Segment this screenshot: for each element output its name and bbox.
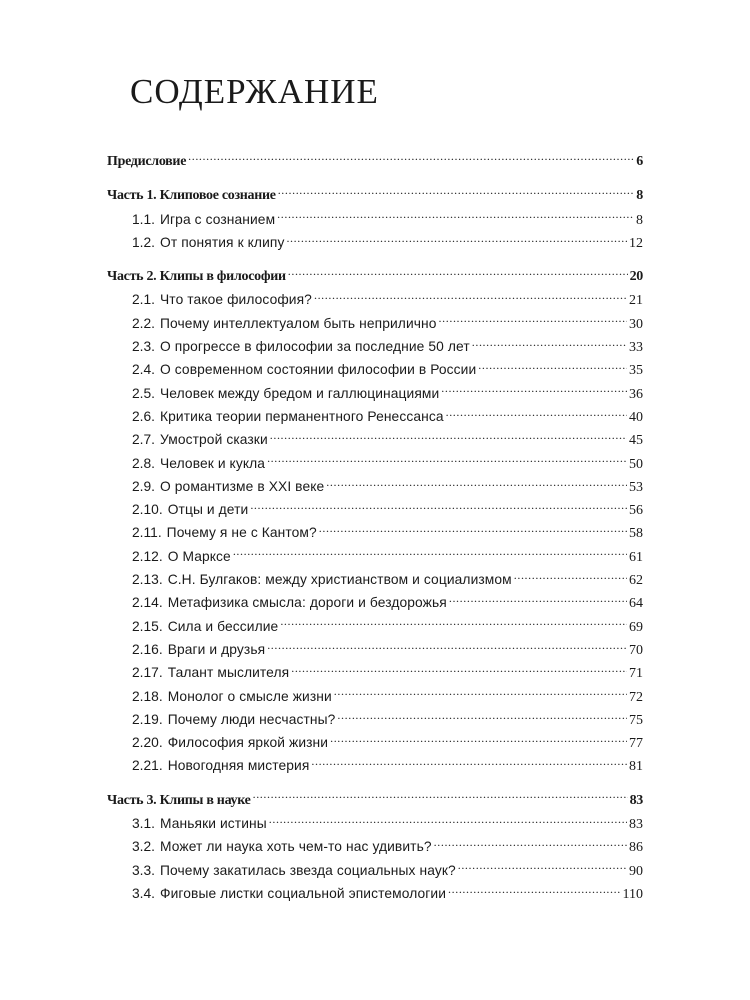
toc-entry[interactable]	[107, 475, 643, 498]
toc-page-number: 69	[629, 619, 643, 635]
dot-leader	[311, 756, 627, 771]
dot-leader	[314, 290, 627, 305]
toc-page-number: 62	[629, 573, 643, 589]
toc-part-2[interactable]	[107, 265, 643, 288]
toc-page-number: 33	[629, 340, 643, 356]
dot-leader	[330, 733, 627, 748]
toc-entry[interactable]	[107, 545, 643, 568]
toc-page-number: 36	[629, 386, 643, 402]
toc-page-number: 71	[629, 666, 643, 682]
dot-leader	[472, 337, 627, 352]
toc-entry-number: 2.11.	[132, 525, 162, 541]
toc-entry[interactable]	[107, 754, 643, 777]
toc-entry-number: 3.1.	[132, 816, 156, 832]
dot-leader	[277, 209, 634, 224]
page-title: СОДЕРЖАНИЕ	[130, 72, 379, 111]
toc-entry-label: Умострой сказки	[160, 432, 268, 448]
toc-entry-number: 2.1.	[132, 292, 156, 308]
toc-page-number: 90	[629, 863, 643, 879]
toc-page-number: 53	[629, 479, 643, 495]
toc-entry-label: Человек между бредом и галлюцинациями	[160, 385, 440, 401]
dot-leader	[434, 837, 627, 852]
toc-page-number: 64	[629, 596, 643, 612]
toc-entry-label: Монолог о смысле жизни	[167, 688, 332, 704]
toc-entry-label: Критика теории перманентного Ренессанса	[160, 408, 444, 424]
toc-entry-label: Что такое философия?	[160, 292, 312, 308]
toc-entry[interactable]	[107, 708, 643, 731]
dot-leader	[458, 860, 627, 875]
toc-page-number: 56	[629, 503, 643, 519]
toc-entry-label: Почему интеллектуалом быть неприлично	[160, 315, 437, 331]
toc-entry-number: 2.19.	[132, 711, 163, 727]
dot-leader	[278, 186, 635, 199]
toc-entry-number: 2.13.	[132, 572, 163, 588]
toc-part-label: Часть 1. Клиповое сознание	[107, 188, 276, 204]
toc-part-3[interactable]	[107, 789, 643, 812]
toc-page-number: 81	[629, 759, 643, 775]
toc-page-number: 20	[629, 269, 643, 285]
toc-entry-number: 3.4.	[132, 885, 156, 901]
toc-entry-number: 2.5.	[132, 385, 156, 401]
toc-entry[interactable]	[107, 498, 643, 521]
toc-page-number: 75	[629, 712, 643, 728]
toc-entry-number: 3.2.	[132, 839, 156, 855]
toc-entry-label: Почему я не с Кантом?	[166, 525, 317, 541]
toc-entry-number: 3.3.	[132, 862, 156, 878]
toc-entry-number: 2.18.	[132, 688, 163, 704]
toc-page-number: 40	[629, 409, 643, 425]
toc-entry[interactable]	[107, 882, 643, 905]
dot-leader	[253, 791, 628, 804]
dot-leader	[233, 546, 627, 561]
toc-part-label: Часть 2. Клипы в философии	[107, 269, 286, 285]
toc-entry-number: 2.7.	[132, 432, 156, 448]
toc-entry[interactable]	[107, 405, 643, 428]
toc-page-number: 12	[629, 235, 643, 251]
toc-page-number: 50	[629, 456, 643, 472]
dot-leader	[280, 616, 627, 631]
dot-leader	[337, 709, 627, 724]
dot-leader	[269, 814, 627, 829]
toc-entry-number: 2.17.	[132, 665, 163, 681]
toc-entry[interactable]	[107, 638, 643, 661]
toc-entry-number: 2.20.	[132, 735, 163, 751]
toc-entry-number: 2.10.	[132, 502, 163, 518]
toc-entry-label: Талант мыслителя	[167, 665, 290, 681]
dot-leader	[288, 267, 628, 280]
toc-entry[interactable]	[107, 312, 643, 335]
toc-entry-label: Философия яркой жизни	[167, 735, 329, 751]
toc-entry-number: 2.8.	[132, 455, 156, 471]
dot-leader	[270, 430, 627, 445]
toc-page-number: 70	[629, 642, 643, 658]
dot-leader	[448, 883, 620, 898]
table-of-contents	[107, 150, 643, 905]
part-3-items	[107, 812, 643, 905]
dot-leader	[291, 663, 627, 678]
toc-entry-number: 2.14.	[132, 595, 163, 611]
toc-entry-label: Новогодняя мистерия	[167, 758, 310, 774]
toc-entry-label: Отцы и дети	[167, 502, 249, 518]
toc-entry-label: О современном состоянии философии в России	[160, 362, 477, 378]
toc-entry-number: 2.15.	[132, 618, 163, 634]
toc-entry[interactable]	[107, 231, 643, 254]
toc-entry-label: Игра с сознанием	[160, 211, 276, 227]
part-1-items	[107, 208, 643, 255]
toc-entry-number: 2.3.	[132, 339, 156, 355]
toc-page-number: 6	[636, 154, 643, 169]
toc-page-number: 72	[629, 689, 643, 705]
toc-entry[interactable]	[107, 428, 643, 451]
toc-entry[interactable]	[107, 452, 643, 475]
toc-entry-number: 2.16.	[132, 641, 163, 657]
toc-entry[interactable]	[107, 731, 643, 754]
toc-entry-label: Маньяки истины	[160, 816, 267, 832]
dot-leader	[319, 523, 627, 538]
toc-page-number: 77	[629, 736, 643, 752]
toc-entry[interactable]	[107, 591, 643, 614]
toc-page-number: 86	[629, 840, 643, 856]
toc-entry[interactable]	[107, 568, 643, 591]
toc-entry-label: Предисловие	[107, 154, 187, 169]
toc-entry-label: О Марксе	[167, 548, 231, 564]
toc-entry-label: Может ли наука хоть чем-то нас удивить?	[160, 839, 432, 855]
toc-entry-label: От понятия к клипу	[160, 234, 285, 250]
dot-leader	[326, 476, 627, 491]
dot-leader	[446, 406, 627, 421]
dot-leader	[267, 453, 627, 468]
toc-entry[interactable]	[107, 208, 643, 231]
toc-entry-label: Фиговые листки социальной эпистемологии	[160, 885, 447, 901]
toc-page-number: 45	[629, 433, 643, 449]
toc-entry[interactable]	[107, 859, 643, 882]
toc-entry-number: 2.4.	[132, 362, 156, 378]
dot-leader	[439, 313, 627, 328]
toc-entry-label: Человек и кукла	[160, 455, 266, 471]
toc-entry[interactable]	[107, 335, 643, 358]
dot-leader	[449, 593, 627, 608]
toc-page-number: 58	[629, 526, 643, 542]
toc-page-number: 83	[629, 792, 643, 808]
toc-entry-number: 2.12.	[132, 548, 163, 564]
toc-entry[interactable]	[107, 685, 643, 708]
dot-leader	[267, 639, 627, 654]
toc-entry-label: Метафизика смысла: дороги и бездорожья	[167, 595, 447, 611]
toc-entry[interactable]	[107, 812, 643, 835]
toc-entry-number: 2.21.	[132, 758, 163, 774]
dot-leader	[334, 686, 627, 701]
toc-entry-number: 2.6.	[132, 408, 156, 424]
toc-page-number: 8	[636, 212, 643, 228]
toc-part-1[interactable]	[107, 184, 643, 207]
dot-leader	[250, 500, 627, 515]
toc-page-number: 35	[629, 363, 643, 379]
toc-entry-label: Почему люди несчастны?	[167, 711, 336, 727]
toc-page-number: 83	[629, 817, 643, 833]
dot-leader	[514, 570, 627, 585]
toc-entry[interactable]	[107, 615, 643, 638]
toc-page-number: 21	[629, 293, 643, 309]
toc-entry[interactable]	[107, 358, 643, 381]
toc-entry-label: О романтизме в XXI веке	[160, 478, 325, 494]
part-2-items	[107, 288, 643, 777]
dot-leader	[188, 152, 634, 165]
toc-entry-number: 1.1.	[132, 211, 156, 227]
toc-page-number: 61	[629, 549, 643, 565]
dot-leader	[441, 383, 627, 398]
toc-entry[interactable]	[107, 382, 643, 405]
toc-entry[interactable]	[107, 661, 643, 684]
toc-entry-number: 1.2.	[132, 234, 156, 250]
toc-entry-number: 2.9.	[132, 478, 156, 494]
toc-page-number: 8	[636, 188, 643, 204]
toc-entry-label: Почему закатилась звезда социальных наук?	[160, 862, 456, 878]
toc-page-number: 110	[622, 886, 643, 902]
toc-entry[interactable]	[107, 521, 643, 544]
toc-page-number: 30	[629, 316, 643, 332]
dot-leader	[286, 232, 627, 247]
toc-entry-number: 2.2.	[132, 315, 156, 331]
toc-part-label: Часть 3. Клипы в науке	[107, 792, 251, 808]
toc-entry[interactable]	[107, 288, 643, 311]
toc-entry-preface[interactable]	[107, 150, 643, 173]
toc-entry-label: О прогрессе в философии за последние 50 лет	[160, 339, 470, 355]
toc-entry-label: С.Н. Булгаков: между христианством и социализмом	[167, 572, 512, 588]
toc-entry[interactable]	[107, 835, 643, 858]
toc-entry-label: Враги и друзья	[167, 641, 266, 657]
toc-entry-label: Сила и бессилие	[167, 618, 279, 634]
dot-leader	[478, 360, 627, 375]
